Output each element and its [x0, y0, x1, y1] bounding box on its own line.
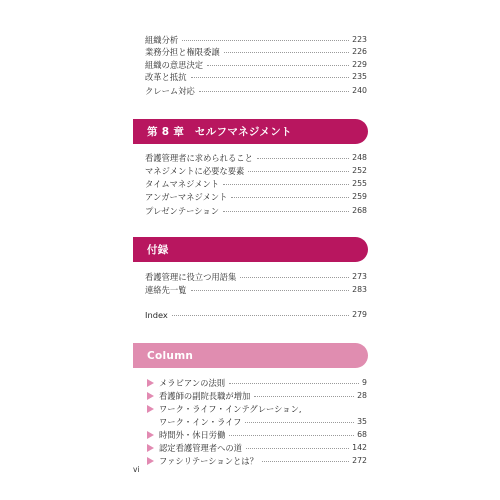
dot-leader: [262, 461, 349, 462]
column-entry: [147, 415, 367, 429]
index-entry: [145, 308, 367, 322]
entry-title: マネジメントに必要な要素: [145, 166, 245, 176]
triangle-bullet-icon: [147, 457, 154, 465]
entry-page: 9: [362, 378, 367, 387]
entry-title: ワーク・イン・ライフ: [159, 417, 242, 427]
dot-leader: [240, 277, 349, 278]
entry-page: 28: [357, 391, 367, 400]
entry-title: 看護師の副院長職が増加: [159, 391, 251, 401]
entry-title: 認定看護管理者への道: [159, 443, 242, 453]
entry-title: クレーム対応: [145, 86, 195, 96]
entry-title: 時間外・休日労働: [159, 430, 226, 440]
entry-title: アンガーマネジメント: [145, 192, 228, 202]
entry-page: 235: [352, 72, 367, 81]
toc-entry: [145, 283, 367, 297]
column-entry: [147, 441, 367, 455]
entry-title: 業務分担と権限委譲: [145, 47, 220, 57]
column-heading-text: Column: [147, 349, 194, 362]
entry-page: 255: [352, 179, 367, 188]
dot-leader: [207, 65, 349, 66]
dot-leader: [248, 171, 349, 172]
column-entry: [147, 428, 367, 442]
column-entry: [147, 402, 367, 416]
entry-page: 35: [357, 417, 367, 426]
toc-entry: [145, 270, 367, 284]
column-heading: [133, 343, 368, 368]
toc-entry: [145, 164, 367, 178]
entry-page: 226: [352, 47, 367, 56]
entry-title: タイムマネジメント: [145, 179, 220, 189]
entry-title: Index: [145, 310, 168, 320]
dot-leader: [182, 40, 349, 41]
triangle-bullet-icon: [147, 379, 154, 387]
dot-leader: [224, 52, 349, 53]
toc-entry: [145, 204, 367, 218]
dot-leader: [191, 290, 350, 291]
entry-page: 259: [352, 192, 367, 201]
entry-page: 272: [352, 456, 367, 465]
entry-title: ワーク・ライフ・インテグレーション,: [159, 404, 302, 414]
entry-title: 組織の意思決定: [145, 60, 204, 70]
entry-page: 240: [352, 86, 367, 95]
chapter-8-heading-text: 第 8 章 セルフマネジメント: [147, 126, 292, 138]
dot-leader: [231, 197, 349, 198]
entry-title: ファシリテーションとは？: [159, 456, 258, 466]
entry-page: 279: [352, 310, 367, 319]
column-entry: [147, 454, 367, 468]
toc-entry: [145, 45, 367, 59]
entry-title: 看護管理者に求められること: [145, 153, 253, 163]
dot-leader: [254, 396, 354, 397]
dot-leader: [245, 422, 354, 423]
dot-leader: [223, 184, 349, 185]
page-number: vi: [133, 465, 140, 474]
column-entry: [147, 376, 367, 390]
entry-page: 229: [352, 60, 367, 69]
entry-title: プレゼンテーション: [145, 206, 220, 216]
entry-title: メラビアンの法則: [159, 378, 226, 388]
entry-page: 248: [352, 153, 367, 162]
dot-leader: [229, 435, 354, 436]
dot-leader: [223, 211, 349, 212]
entry-page: 283: [352, 285, 367, 294]
entry-page: 142: [352, 443, 367, 452]
appendix-heading: [133, 237, 368, 262]
chapter-8-heading: [133, 119, 368, 144]
triangle-bullet-icon: [147, 431, 154, 439]
triangle-bullet-icon: [147, 444, 154, 452]
toc-entry: [145, 177, 367, 191]
entry-page: 223: [352, 35, 367, 44]
toc-entry: [145, 190, 367, 204]
entry-page: 252: [352, 166, 367, 175]
column-entry: [147, 389, 367, 403]
dot-leader: [257, 158, 349, 159]
toc-entry: [145, 84, 367, 98]
entry-page: 273: [352, 272, 367, 281]
entry-title: 連絡先一覧: [145, 285, 187, 295]
triangle-bullet-icon: [147, 405, 154, 413]
dot-leader: [229, 383, 359, 384]
dot-leader: [246, 448, 349, 449]
entry-title: 改革と抵抗: [145, 72, 187, 82]
entry-title: 組織分析: [145, 35, 179, 45]
entry-title: 看護管理に役立つ用語集: [145, 272, 237, 282]
triangle-bullet-icon: [147, 392, 154, 400]
dot-leader: [191, 77, 350, 78]
toc-entry: [145, 70, 367, 84]
toc-entry: [145, 151, 367, 165]
entry-page: 268: [352, 206, 367, 215]
dot-leader: [172, 315, 349, 316]
dot-leader: [199, 91, 349, 92]
appendix-heading-text: 付録: [147, 244, 169, 256]
entry-page: 68: [357, 430, 367, 439]
